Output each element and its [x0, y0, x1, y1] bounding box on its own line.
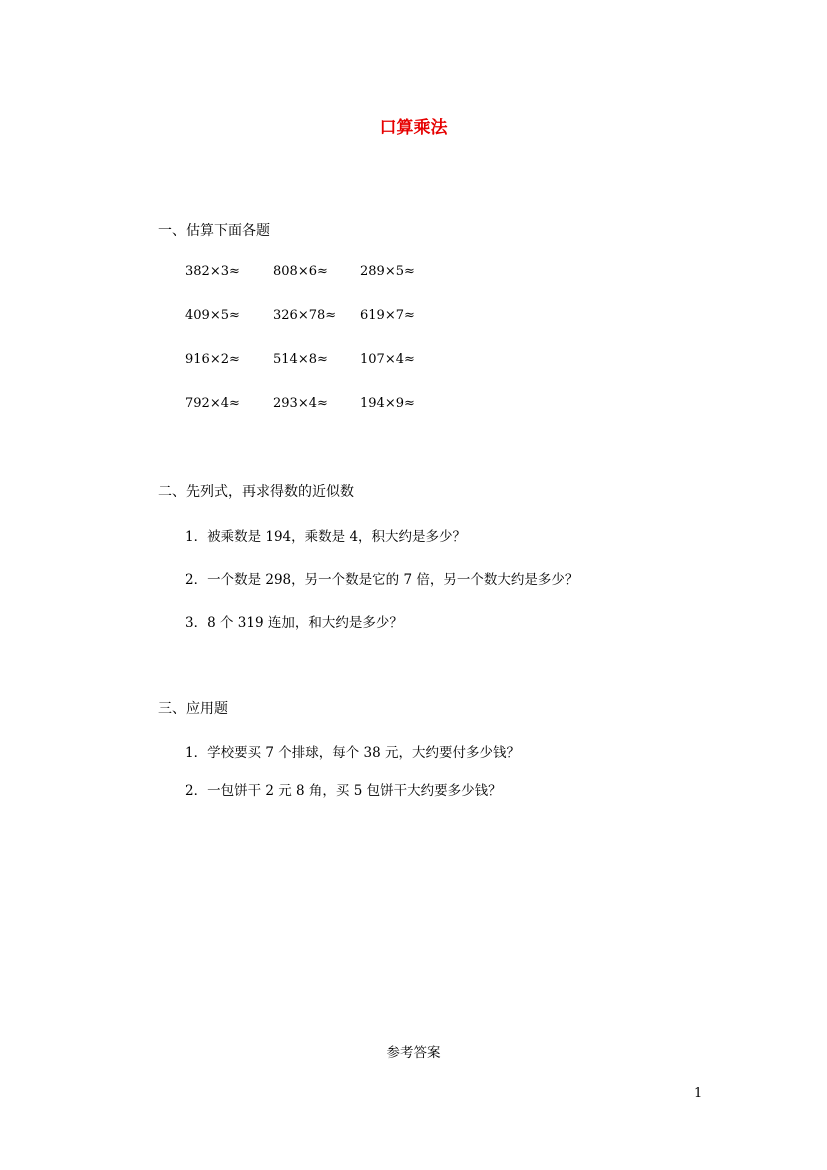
estimation-problem: 409×5≈ [185, 308, 240, 323]
question-item: 1．被乘数是 194，乘数是 4，积大约是多少？ [185, 529, 467, 545]
page-title: 口算乘法 [379, 118, 448, 138]
answer-key-heading: 参考答案 [386, 1045, 441, 1061]
question-item: 1．学校要买 7 个排球，每个 38 元，大约要付多少钱？ [185, 745, 521, 761]
question-item: 3．8 个 319 连加，和大约是多少？ [185, 615, 403, 631]
section-3-heading: 三、应用题 [158, 701, 228, 717]
section-1-heading: 一、估算下面各题 [158, 223, 270, 239]
estimation-problem: 382×3≈ [185, 264, 240, 279]
estimation-problem: 289×5≈ [360, 264, 415, 279]
estimation-problem: 107×4≈ [360, 352, 415, 367]
estimation-problem: 194×9≈ [360, 396, 415, 411]
question-item: 2．一个数是 298，另一个数是它的 7 倍，另一个数大约是多少？ [185, 572, 579, 588]
question-item: 2．一包饼干 2 元 8 角，买 5 包饼干大约要多少钱？ [185, 783, 502, 799]
estimation-problem: 514×8≈ [273, 352, 328, 367]
estimation-problem: 808×6≈ [273, 264, 328, 279]
estimation-problem: 916×2≈ [185, 352, 240, 367]
estimation-problem: 293×4≈ [273, 396, 328, 411]
section-2-heading: 二、先列式，再求得数的近似数 [158, 484, 354, 500]
estimation-problem: 792×4≈ [185, 396, 240, 411]
page-number: 1 [694, 1086, 703, 1101]
estimation-problem: 326×78≈ [273, 308, 337, 323]
estimation-problem: 619×7≈ [360, 308, 415, 323]
